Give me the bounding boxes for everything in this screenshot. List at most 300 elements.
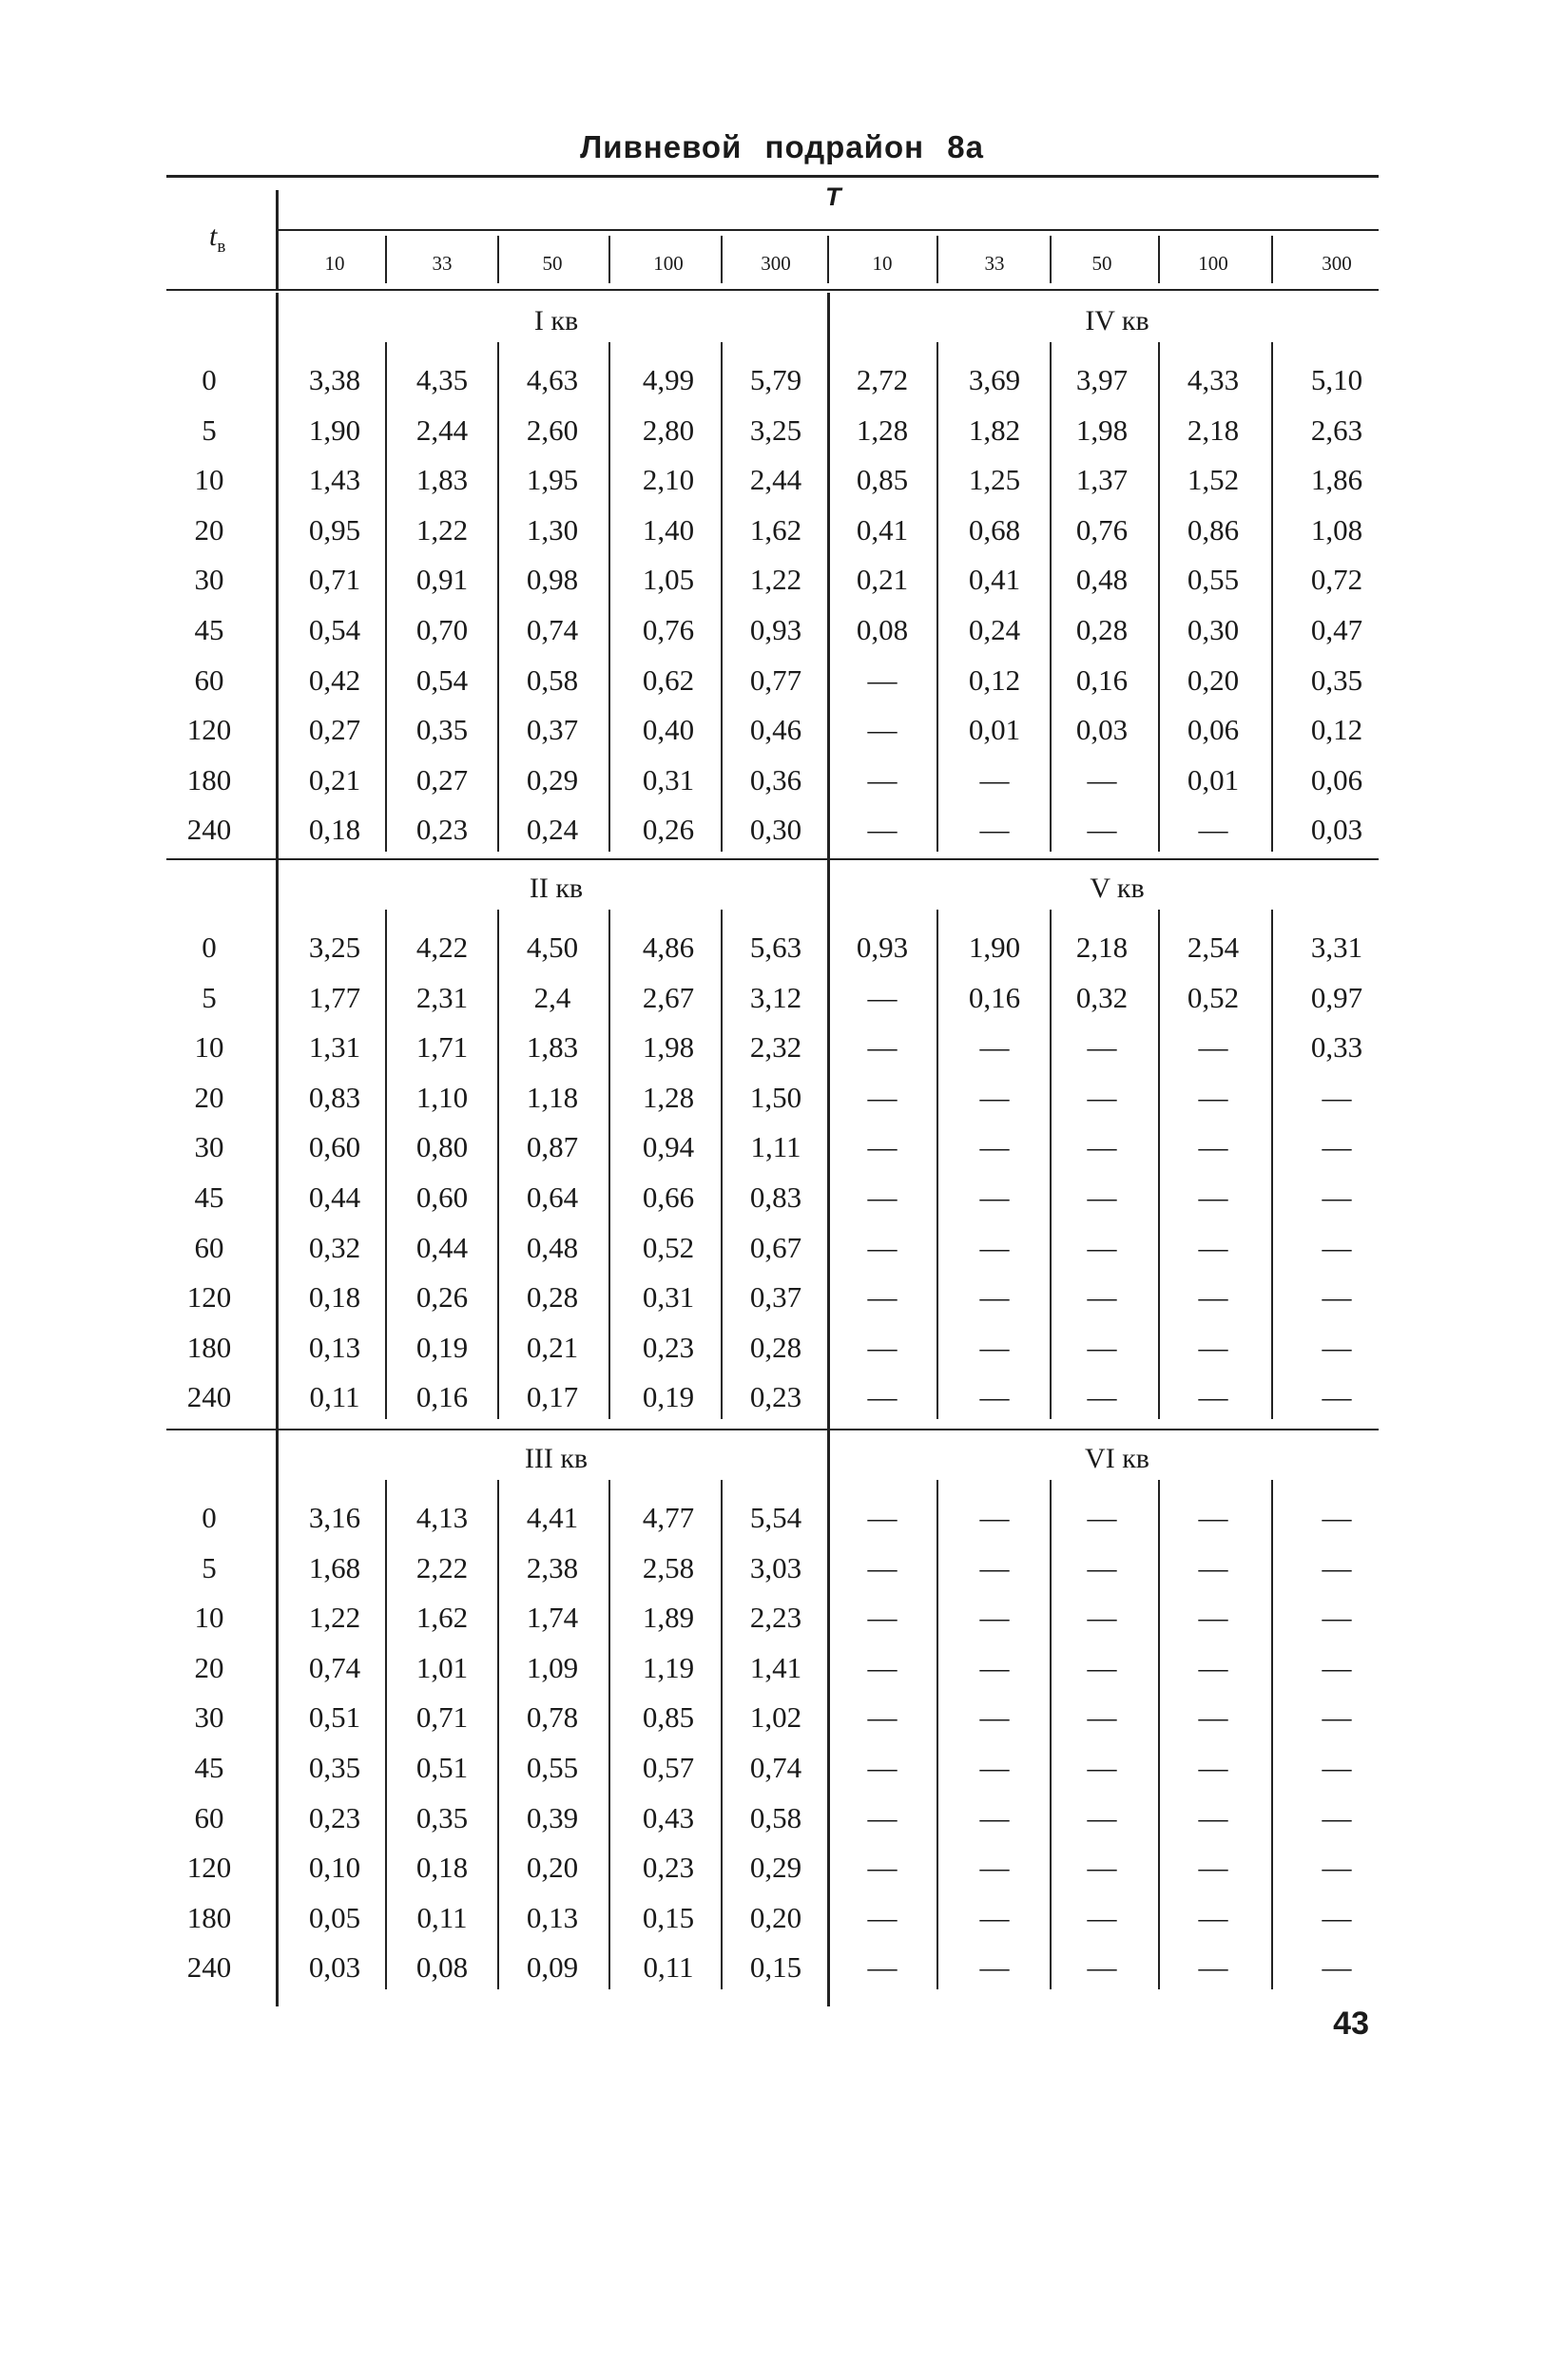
column-divider xyxy=(936,342,938,852)
table-cell: 1,74 xyxy=(526,1601,579,1635)
table-cell: 0,23 xyxy=(642,1330,695,1364)
t-value-header: 10 xyxy=(872,252,893,275)
table-cell: — xyxy=(1198,1751,1228,1784)
table-cell: 0,41 xyxy=(968,563,1021,597)
table-cell: 1,98 xyxy=(1075,413,1129,447)
t-value-divider xyxy=(497,236,499,283)
table-cell: — xyxy=(979,1280,1010,1315)
table-cell: — xyxy=(1198,1501,1228,1534)
table-cell: — xyxy=(867,980,898,1014)
tb-value: 180 xyxy=(186,762,232,797)
table-cell: — xyxy=(1087,762,1117,797)
column-divider xyxy=(1271,1480,1273,1989)
table-cell: 0,12 xyxy=(1310,713,1363,747)
tb-divider xyxy=(276,860,279,1436)
table-cell: — xyxy=(1087,1280,1117,1315)
tb-value: 180 xyxy=(186,1900,232,1934)
tb-value: 120 xyxy=(186,1851,232,1885)
quarter-label: I кв xyxy=(533,305,579,336)
table-cell: 0,11 xyxy=(643,1950,694,1985)
table-cell: 2,60 xyxy=(526,413,579,447)
table-cell: 4,99 xyxy=(642,363,695,396)
table-cell: 0,37 xyxy=(526,713,579,747)
tb-value: 45 xyxy=(194,1180,224,1214)
table-cell: — xyxy=(1087,1900,1117,1934)
column-divider xyxy=(1158,1480,1160,1989)
table-cell: 1,50 xyxy=(749,1080,802,1114)
table-cell: 0,29 xyxy=(749,1851,802,1885)
table-cell: 2,44 xyxy=(415,413,469,447)
t-column-group-header: T xyxy=(825,182,841,211)
tb-value: 30 xyxy=(194,1700,224,1735)
t-value-header: 50 xyxy=(542,252,563,275)
table-cell: 0,29 xyxy=(526,762,579,797)
tb-divider xyxy=(276,190,279,289)
t-value-header: 10 xyxy=(324,252,345,275)
table-cell: 1,02 xyxy=(749,1700,802,1735)
table-cell: 4,22 xyxy=(415,931,469,964)
table-cell: 0,39 xyxy=(526,1800,579,1834)
table-cell: — xyxy=(1087,1751,1117,1784)
table-cell: — xyxy=(979,1550,1010,1584)
table-cell: 0,10 xyxy=(308,1851,361,1885)
table-cell: 5,54 xyxy=(749,1501,802,1534)
tb-value: 240 xyxy=(186,1380,232,1414)
column-divider xyxy=(721,910,723,1419)
table-cell: 0,13 xyxy=(308,1330,361,1364)
table-cell: 0,30 xyxy=(749,813,802,847)
table-cell: 0,23 xyxy=(308,1800,361,1834)
tb-value: 120 xyxy=(186,713,232,747)
table-cell: 0,08 xyxy=(856,613,909,646)
table-cell: — xyxy=(1322,1380,1352,1414)
table-cell: 5,79 xyxy=(749,363,802,396)
table-cell: 0,37 xyxy=(749,1280,802,1315)
table-cell: — xyxy=(867,1601,898,1635)
title-word-1: Ливневой xyxy=(580,129,743,164)
table-cell: 0,19 xyxy=(415,1330,469,1364)
tb-value: 45 xyxy=(194,613,224,646)
table-cell: 0,09 xyxy=(526,1950,579,1985)
table-cell: 0,21 xyxy=(856,563,909,597)
table-cell: — xyxy=(1198,1950,1228,1985)
column-divider xyxy=(1271,910,1273,1419)
table-cell: — xyxy=(979,762,1010,797)
table-cell: — xyxy=(867,1650,898,1684)
table-cell: 2,63 xyxy=(1310,413,1363,447)
table-cell: — xyxy=(1322,1501,1352,1534)
table-cell: 0,15 xyxy=(642,1900,695,1934)
table-cell: 0,11 xyxy=(416,1900,468,1934)
table-cell: — xyxy=(1087,1180,1117,1214)
table-cell: 0,58 xyxy=(749,1800,802,1834)
table-cell: 0,20 xyxy=(526,1851,579,1885)
table-cell: — xyxy=(1198,1130,1228,1164)
table-cell: 2,67 xyxy=(642,980,695,1014)
tb-value: 45 xyxy=(194,1751,224,1784)
tb-value: 10 xyxy=(194,1601,224,1635)
header-bottom-rule xyxy=(166,289,1379,291)
table-cell: 3,03 xyxy=(749,1550,802,1584)
table-cell: — xyxy=(867,762,898,797)
table-cell: 0,52 xyxy=(1187,980,1240,1014)
table-cell: 0,46 xyxy=(749,713,802,747)
t-value-divider xyxy=(385,236,387,283)
table-cell: — xyxy=(867,1280,898,1315)
table-cell: 1,68 xyxy=(308,1550,361,1584)
table-cell: — xyxy=(1087,1330,1117,1364)
table-cell: 0,76 xyxy=(1075,512,1129,547)
table-cell: — xyxy=(1087,1800,1117,1834)
table-cell: 2,10 xyxy=(642,463,695,497)
table-cell: — xyxy=(979,1330,1010,1364)
table-cell: 0,83 xyxy=(308,1080,361,1114)
table-cell: 5,63 xyxy=(749,931,802,964)
tb-value: 10 xyxy=(194,463,224,497)
t-value-header: 100 xyxy=(653,252,684,275)
column-divider xyxy=(936,1480,938,1989)
table-cell: — xyxy=(867,1180,898,1214)
column-divider xyxy=(1158,342,1160,852)
table-cell: 0,64 xyxy=(526,1180,579,1214)
table-cell: 0,55 xyxy=(1187,563,1240,597)
table-cell: 3,31 xyxy=(1310,931,1363,964)
table-cell: — xyxy=(867,1080,898,1114)
t-value-header: 50 xyxy=(1091,252,1112,275)
table-cell: — xyxy=(867,1700,898,1735)
table-cell: 4,63 xyxy=(526,363,579,396)
tb-value: 60 xyxy=(194,662,224,697)
table-cell: — xyxy=(1322,1230,1352,1264)
tb-value: 120 xyxy=(186,1280,232,1315)
table-cell: 5,10 xyxy=(1310,363,1363,396)
tb-value: 5 xyxy=(202,413,217,447)
table-cell: 0,21 xyxy=(526,1330,579,1364)
table-cell: 1,41 xyxy=(749,1650,802,1684)
table-cell: — xyxy=(979,1501,1010,1534)
table-cell: — xyxy=(867,1950,898,1985)
tb-value: 240 xyxy=(186,1950,232,1985)
table-cell: — xyxy=(979,1080,1010,1114)
column-divider xyxy=(721,342,723,852)
table-cell: 0,77 xyxy=(749,662,802,697)
tb-value: 20 xyxy=(194,512,224,547)
table-cell: 0,20 xyxy=(749,1900,802,1934)
table-cell: 0,74 xyxy=(526,613,579,646)
table-cell: 1,09 xyxy=(526,1650,579,1684)
table-cell: 0,32 xyxy=(1075,980,1129,1014)
table-cell: 0,67 xyxy=(749,1230,802,1264)
table-cell: 0,42 xyxy=(308,662,361,697)
t-value-header: 300 xyxy=(761,252,791,275)
table-cell: — xyxy=(979,1900,1010,1934)
quarter-label: V кв xyxy=(1090,873,1145,904)
table-cell: 0,27 xyxy=(415,762,469,797)
table-cell: 0,17 xyxy=(526,1380,579,1414)
table-cell: — xyxy=(1322,1180,1352,1214)
table-cell: 0,16 xyxy=(415,1380,469,1414)
table-cell: — xyxy=(1322,1950,1352,1985)
table-cell: 1,77 xyxy=(308,980,361,1014)
table-cell: 0,03 xyxy=(308,1950,361,1985)
table-cell: 0,74 xyxy=(308,1650,361,1684)
table-cell: — xyxy=(979,1230,1010,1264)
table-top-rule xyxy=(166,175,1379,178)
table-cell: 0,01 xyxy=(968,713,1021,747)
table-cell: 4,13 xyxy=(415,1501,469,1534)
t-value-header: 100 xyxy=(1198,252,1228,275)
table-cell: 1,43 xyxy=(308,463,361,497)
table-cell: — xyxy=(867,1900,898,1934)
table-cell: — xyxy=(867,1851,898,1885)
table-cell: 0,87 xyxy=(526,1130,579,1164)
table-cell: — xyxy=(979,1950,1010,1985)
table-cell: 0,74 xyxy=(749,1751,802,1784)
table-cell: — xyxy=(1198,813,1228,847)
table-cell: — xyxy=(1322,1851,1352,1885)
table-cell: 0,28 xyxy=(526,1280,579,1315)
title-word-3: 8а xyxy=(947,129,984,164)
table-cell: 1,71 xyxy=(415,1030,469,1065)
tb-value: 0 xyxy=(202,931,217,964)
table-cell: 0,30 xyxy=(1187,613,1240,646)
t-value-header: 300 xyxy=(1322,252,1352,275)
table-cell: 4,41 xyxy=(526,1501,579,1534)
table-cell: 0,08 xyxy=(415,1950,469,1985)
table-cell: 0,24 xyxy=(968,613,1021,646)
table-cell: 0,24 xyxy=(526,813,579,847)
table-cell: 0,11 xyxy=(309,1380,360,1414)
table-cell: 0,15 xyxy=(749,1950,802,1985)
page-title xyxy=(0,129,1564,165)
table-cell: 1,86 xyxy=(1310,463,1363,497)
table-cell: — xyxy=(1087,1650,1117,1684)
table-cell: 0,85 xyxy=(856,463,909,497)
table-cell: — xyxy=(979,1180,1010,1214)
column-divider xyxy=(1271,342,1273,852)
table-cell: 1,22 xyxy=(749,563,802,597)
table-cell: 0,18 xyxy=(415,1851,469,1885)
table-cell: — xyxy=(1198,1601,1228,1635)
column-divider xyxy=(608,910,610,1419)
table-cell: — xyxy=(1322,1650,1352,1684)
table-cell: — xyxy=(1198,1030,1228,1065)
table-cell: 0,98 xyxy=(526,563,579,597)
table-cell: — xyxy=(1322,1900,1352,1934)
block-separator-rule xyxy=(166,1429,1379,1430)
tb-divider xyxy=(276,1430,279,2006)
table-cell: 4,77 xyxy=(642,1501,695,1534)
table-cell: 0,93 xyxy=(856,931,909,964)
table-cell: 0,26 xyxy=(642,813,695,847)
table-cell: 1,22 xyxy=(308,1601,361,1635)
table-cell: 0,35 xyxy=(1310,662,1363,697)
table-cell: — xyxy=(1198,1230,1228,1264)
table-cell: 1,28 xyxy=(642,1080,695,1114)
t-value-divider xyxy=(936,236,938,283)
table-cell: — xyxy=(1198,1650,1228,1684)
table-cell: 0,51 xyxy=(308,1700,361,1735)
table-cell: — xyxy=(867,713,898,747)
page-number: 43 xyxy=(1333,2006,1369,2042)
table-cell: 1,08 xyxy=(1310,512,1363,547)
quarter-label: II кв xyxy=(529,873,584,904)
table-cell: — xyxy=(1198,1550,1228,1584)
table-cell: 0,78 xyxy=(526,1700,579,1735)
table-cell: — xyxy=(979,1650,1010,1684)
table-cell: 3,38 xyxy=(308,363,361,396)
table-cell: 0,26 xyxy=(415,1280,469,1315)
table-cell: 1,90 xyxy=(968,931,1021,964)
table-cell: — xyxy=(1198,1280,1228,1315)
table-cell: — xyxy=(867,1550,898,1584)
table-cell: — xyxy=(1087,813,1117,847)
table-cell: 2,80 xyxy=(642,413,695,447)
table-cell: 1,10 xyxy=(415,1080,469,1114)
table-cell: 4,35 xyxy=(415,363,469,396)
tb-value: 0 xyxy=(202,363,217,396)
table-cell: 0,41 xyxy=(856,512,909,547)
table-cell: 0,58 xyxy=(526,662,579,697)
table-cell: — xyxy=(1087,1851,1117,1885)
table-cell: — xyxy=(1087,1130,1117,1164)
table-cell: 3,97 xyxy=(1075,363,1129,396)
table-cell: — xyxy=(979,1700,1010,1735)
title-word-2: подрайон xyxy=(764,129,925,164)
table-cell: 0,85 xyxy=(642,1700,695,1735)
table-cell: — xyxy=(979,813,1010,847)
tb-value: 30 xyxy=(194,563,224,597)
table-cell: 2,44 xyxy=(749,463,802,497)
table-cell: 4,50 xyxy=(526,931,579,964)
table-cell: — xyxy=(1198,1800,1228,1834)
column-divider xyxy=(608,342,610,852)
table-cell: 0,86 xyxy=(1187,512,1240,547)
table-cell: — xyxy=(867,1800,898,1834)
table-cell: 0,62 xyxy=(642,662,695,697)
table-cell: 0,06 xyxy=(1310,762,1363,797)
table-cell: 1,98 xyxy=(642,1030,695,1065)
table-cell: 1,01 xyxy=(415,1650,469,1684)
table-cell: 0,32 xyxy=(308,1230,361,1264)
column-divider xyxy=(497,342,499,852)
table-cell: 0,31 xyxy=(642,762,695,797)
table-cell: 0,12 xyxy=(968,662,1021,697)
t-value-header: 33 xyxy=(432,252,453,275)
table-cell: — xyxy=(979,1851,1010,1885)
table-cell: — xyxy=(979,1130,1010,1164)
column-divider xyxy=(608,1480,610,1989)
tb-value: 60 xyxy=(194,1230,224,1264)
table-cell: — xyxy=(867,1501,898,1534)
tb-value: 10 xyxy=(194,1030,224,1065)
table-cell: 1,83 xyxy=(526,1030,579,1065)
table-cell: — xyxy=(1087,1950,1117,1985)
table-cell: 2,18 xyxy=(1075,931,1129,964)
table-cell: 4,86 xyxy=(642,931,695,964)
table-cell: 2,54 xyxy=(1187,931,1240,964)
table-cell: 2,23 xyxy=(749,1601,802,1635)
table-cell: 0,35 xyxy=(308,1751,361,1784)
table-cell: 0,66 xyxy=(642,1180,695,1214)
table-cell: — xyxy=(867,1130,898,1164)
table-cell: 2,38 xyxy=(526,1550,579,1584)
table-cell: — xyxy=(1198,1330,1228,1364)
table-cell: — xyxy=(1322,1550,1352,1584)
table-cell: 2,18 xyxy=(1187,413,1240,447)
table-cell: — xyxy=(1322,1130,1352,1164)
table-cell: — xyxy=(1087,1230,1117,1264)
table-cell: — xyxy=(1198,1380,1228,1414)
table-cell: — xyxy=(1322,1800,1352,1834)
table-cell: 1,31 xyxy=(308,1030,361,1065)
table-cell: — xyxy=(1087,1700,1117,1735)
tb-value: 0 xyxy=(202,1501,217,1534)
table-cell: 0,23 xyxy=(749,1380,802,1414)
table-cell: 1,52 xyxy=(1187,463,1240,497)
table-cell: 0,95 xyxy=(308,512,361,547)
table-cell: 0,05 xyxy=(308,1900,361,1934)
table-cell: 0,33 xyxy=(1310,1030,1363,1065)
table-cell: 0,43 xyxy=(642,1800,695,1834)
table-cell: — xyxy=(1087,1380,1117,1414)
tb-value: 30 xyxy=(194,1130,224,1164)
table-cell: 0,13 xyxy=(526,1900,579,1934)
tb-value: 20 xyxy=(194,1650,224,1684)
table-cell: 2,72 xyxy=(856,363,909,396)
table-cell: 3,25 xyxy=(308,931,361,964)
t-value-divider xyxy=(827,236,829,283)
table-cell: 0,71 xyxy=(415,1700,469,1735)
table-cell: 0,55 xyxy=(526,1751,579,1784)
table-cell: 0,80 xyxy=(415,1130,469,1164)
t-value-divider xyxy=(721,236,723,283)
table-cell: 2,32 xyxy=(749,1030,802,1065)
table-cell: — xyxy=(867,813,898,847)
table-cell: 0,20 xyxy=(1187,662,1240,697)
tb-value: 5 xyxy=(202,1550,217,1584)
table-cell: 0,36 xyxy=(749,762,802,797)
table-cell: 0,94 xyxy=(642,1130,695,1164)
table-cell: 0,19 xyxy=(642,1380,695,1414)
tb-value: 20 xyxy=(194,1080,224,1114)
table-cell: — xyxy=(1087,1080,1117,1114)
table-cell: 1,62 xyxy=(749,512,802,547)
table-cell: 3,25 xyxy=(749,413,802,447)
quarter-label: III кв xyxy=(524,1443,589,1474)
table-cell: 0,01 xyxy=(1187,762,1240,797)
table-cell: — xyxy=(1322,1601,1352,1635)
table-cell: 0,23 xyxy=(642,1851,695,1885)
table-cell: 0,44 xyxy=(415,1230,469,1264)
table-cell: — xyxy=(1322,1080,1352,1114)
table-cell: — xyxy=(1322,1751,1352,1784)
table-cell: 0,72 xyxy=(1310,563,1363,597)
table-cell: 0,31 xyxy=(642,1280,695,1315)
table-cell: — xyxy=(1322,1280,1352,1315)
table-cell: — xyxy=(1322,1700,1352,1735)
table-cell: 0,28 xyxy=(749,1330,802,1364)
table-cell: 3,12 xyxy=(749,980,802,1014)
table-cell: 0,03 xyxy=(1310,813,1363,847)
table-cell: 3,69 xyxy=(968,363,1021,396)
t-value-header: 33 xyxy=(984,252,1005,275)
table-cell: — xyxy=(979,1751,1010,1784)
table-cell: 2,31 xyxy=(415,980,469,1014)
table-cell: 0,54 xyxy=(308,613,361,646)
table-cell: 1,83 xyxy=(415,463,469,497)
table-cell: 1,37 xyxy=(1075,463,1129,497)
